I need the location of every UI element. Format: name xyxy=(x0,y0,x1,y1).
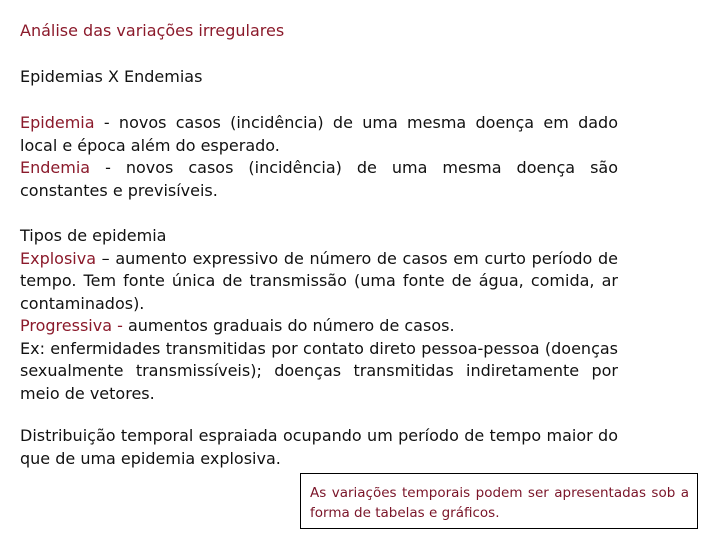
types-example: Ex: enfermidades transmitidas por contato direto pessoa-pessoa (doenças sexualmente transmissíveis); doenças transmitidas indiretamente por meio de vetores. xyxy=(20,338,618,403)
term-explosive: Explosiva xyxy=(20,248,97,268)
definition-endemia xyxy=(20,157,618,202)
types-heading: Tipos de epidemia xyxy=(20,226,167,245)
type-progressive-text: aumentos graduais do número de casos. xyxy=(122,316,455,335)
definitions-block xyxy=(20,112,618,202)
term-progressive: Progressiva - xyxy=(20,316,123,335)
term-endemia: Endemia xyxy=(20,158,91,177)
definition-epidemia xyxy=(20,112,618,157)
definition-epidemia-text: - novos casos (incidência) de uma mesma doença em dado local e época além do esperado. xyxy=(20,113,618,155)
type-progressive xyxy=(20,315,618,338)
type-explosive xyxy=(20,248,618,316)
type-explosive-text: – aumento expressivo de número de casos em curto período de tempo. Tem fonte única de transmissão (uma fonte de água, comida, ar contaminados). xyxy=(20,248,618,313)
note-box: As variações temporais podem ser apresentadas sob a forma de tabelas e gráficos. xyxy=(300,473,698,529)
definition-endemia-text: - novos casos (incidência) de uma mesma doença são constantes e previsíveis. xyxy=(20,158,618,200)
page-title: Análise das variações irregulares xyxy=(20,21,285,40)
section-heading-epidemics-endemics: Epidemias X Endemias xyxy=(20,67,203,86)
term-epidemia: Epidemia xyxy=(20,113,95,132)
distribution-paragraph xyxy=(20,425,618,470)
epidemic-types-block xyxy=(20,225,618,405)
distribution-text: Distribuição temporal espraiada ocupando um período de tempo maior do que de uma epidemia explosiva. xyxy=(20,426,618,468)
